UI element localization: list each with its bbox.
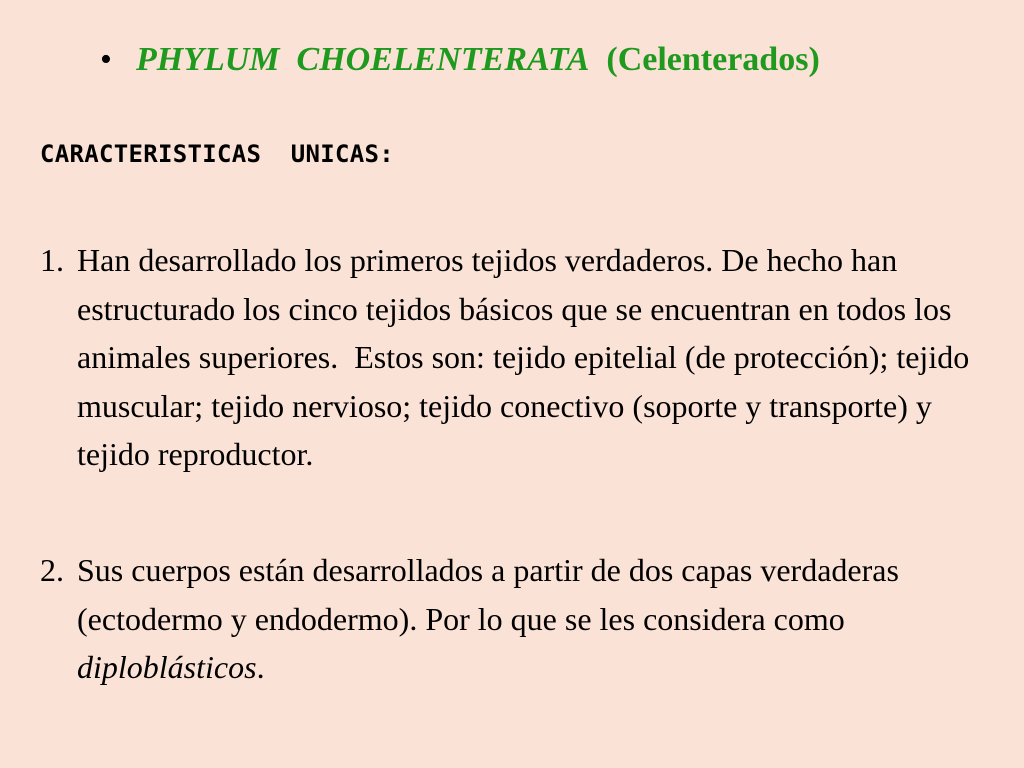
list-item-number: 1. — [40, 242, 64, 278]
list-item-text: Han desarrollado los primeros tejidos verdaderos. De hecho han estructurado los cinco tejidos básicos que se encuentran en todos los animales superiores. Estos son: tejido epitelial (de protección); tejido muscular; tejido nervioso; tejido conectivo (soporte y transporte) y tejido reproductor. — [77, 242, 978, 472]
slide-title — [100, 38, 820, 82]
list-item-text-emphasis: diploblásticos — [77, 649, 257, 685]
list-item — [40, 546, 1000, 692]
list-item-text-end: . — [256, 649, 265, 685]
list-item — [40, 236, 1000, 479]
list-item-text-main: Sus cuerpos están desarrollados a partir de dos capas verdaderas (ectodermo y endodermo). Por lo que se les considera como — [77, 552, 899, 637]
title-common-name: (Celenterados) — [606, 41, 820, 78]
title-phylum: PHYLUM CHOELENTERATA — [136, 41, 590, 78]
list-item-text — [40, 546, 1000, 692]
list-item-number: 2. — [40, 552, 64, 588]
title-bullet: • — [100, 41, 112, 78]
section-heading: CARACTERISTICAS UNICAS: — [40, 140, 394, 168]
